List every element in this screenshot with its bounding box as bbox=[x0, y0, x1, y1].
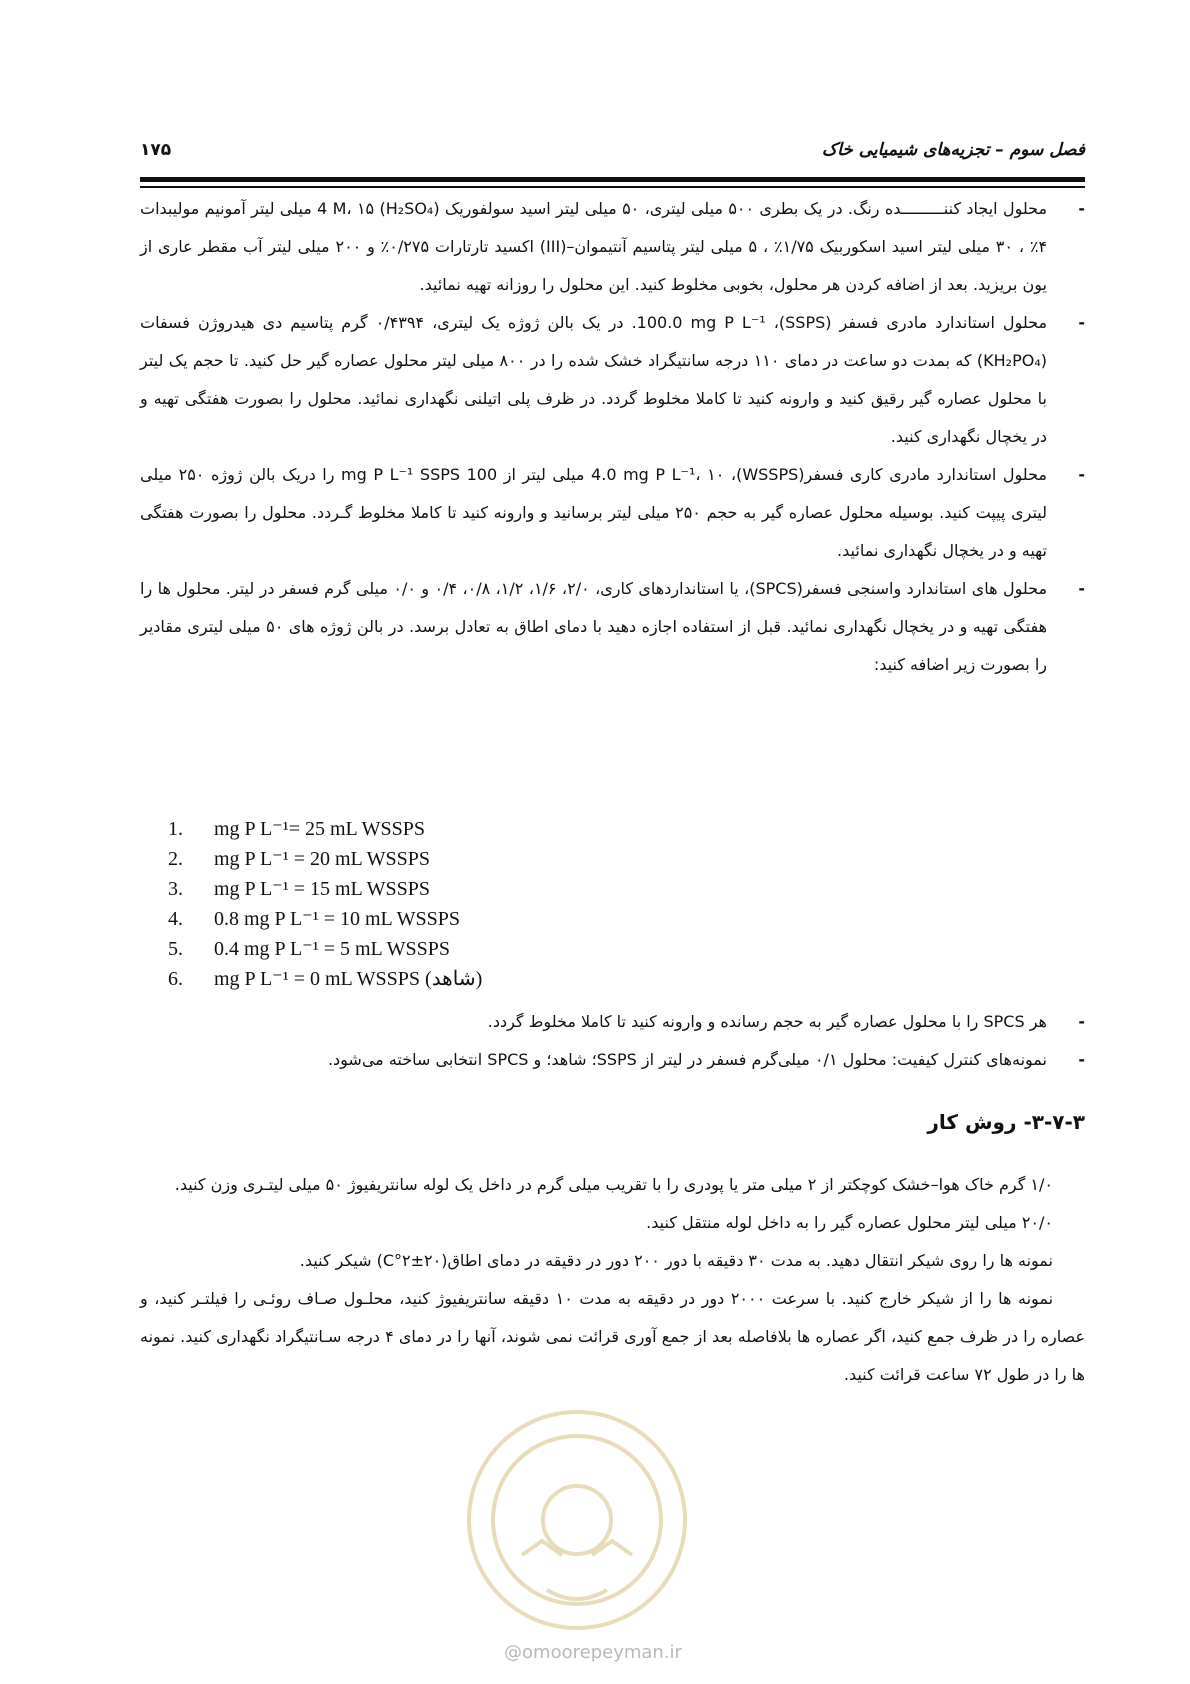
section-heading: ۳-۷-۳- روش کار bbox=[927, 1110, 1085, 1134]
procedure-paragraph: ۲۰/۰ میلی لیتر محلول عصاره گیر را به داخل لوله منتقل کنید. bbox=[646, 1213, 1053, 1232]
item-number: 4. bbox=[168, 908, 183, 930]
header-rule-thin bbox=[140, 186, 1085, 188]
reagent-item bbox=[140, 304, 1085, 456]
standards-list bbox=[168, 814, 482, 994]
note-item bbox=[140, 1041, 1085, 1079]
page-number: ۱۷۵ bbox=[140, 140, 172, 160]
standards-item bbox=[168, 844, 482, 874]
dash-marker: - bbox=[1078, 313, 1085, 332]
item-number: 1. bbox=[168, 818, 183, 840]
note-text: نمونه‌های کنترل کیفیت: محلول ۰/۱ میلی‌گرم فسفر در لیتر از SSPS؛ شاهد؛ و SPCS انتخابی ساخته می‌شود. bbox=[327, 1050, 1047, 1069]
reagent-list bbox=[140, 190, 1085, 684]
header-rule-thick bbox=[140, 177, 1085, 182]
reagent-text: محلول های استاندارد واسنجی فسفر(SPCS)، یا استانداردهای کاری، ۲/۰، ۱/۶، ۱/۲، ۰/۸، ۰/۴ و ۰/۰ میلی گرم فسفر در لیتر. محلول ها را هفتگی تهیه و در یخچال نگهداری نمائید. قبل از استفاده اجازه دهید با دمای اطاق به تعادل برسد. در بالن ژوژه های ۵۰ میلی لیتری مقادیر را بصورت زیر اضافه کنید: bbox=[140, 579, 1048, 674]
dash-marker: - bbox=[1078, 1012, 1085, 1031]
dash-marker: - bbox=[1078, 199, 1085, 218]
notes-list bbox=[140, 1003, 1085, 1079]
item-number: 6. bbox=[168, 968, 183, 990]
reagent-text: محلول استاندارد مادری فسفر (SSPS)، 100.0 mg P L⁻¹. در یک بالن ژوژه یک لیتری، ۰/۴۳۹۴ گرم پتاسیم دی هیدروژن فسفات (KH₂PO₄) که بمدت دو ساعت در دمای ۱۱۰ درجه سانتیگراد خشک شده را در ۸۰۰ میلی لیتر محلول عصاره گیر حل کنید. تا حجم یک لیتر با محلول عصاره گیر رقیق کنید و وارونه کنید تا کاملا مخلوط گردد. در ظرف پلی اتیلنی نگهداری نمائید. محلول را بصورت هفتگی تهیه و در یخچال نگهداری کنید. bbox=[140, 313, 1048, 446]
procedure-paragraph: نمونه ها را از شیکر خارج کنید. با سرعت ۲۰۰۰ دور در دقیقه به مدت ۱۰ دقیقه سانتریفیوژ کنید، محلـول صـاف روئـی را فیلتـر کنید، و عصاره را در ظرف جمع کنید، اگر عصاره ها بلافاصله بعد از جمع آوری قرائت نمی شوند، آنها را در دمای ۴ درجه سـانتیگراد نگهداری کنید. نمونه ها را در طول ۷۲ ساعت قرائت کنید. bbox=[140, 1289, 1086, 1384]
item-text: 0.8 mg P L⁻¹ = 10 mL WSSPS bbox=[214, 908, 461, 930]
item-number: 5. bbox=[168, 938, 183, 960]
chapter-title: فصل سوم – تجزیه‌های شیمیایی خاک bbox=[821, 140, 1085, 160]
reagent-text: محلول استاندارد مادری کاری فسفر(WSSPS)، 4.0 mg P L⁻¹، ۱۰ میلی لیتر از 100 mg P L⁻¹ SSPS را دریک بالن ژوژه ۲۵۰ میلی لیتری پیپت کنید. بوسیله محلول عصاره گیر به حجم ۲۵۰ میلی لیتر برسانید و وارونه کنید تا کاملا مخلوط گـردد. محلول را بصورت هفتگی تهیه و در یخچال نگهداری نمائید. bbox=[140, 465, 1047, 560]
procedure-paragraph: نمونه ها را روی شیکر انتقال دهید. به مدت ۳۰ دقیقه با دور ۲۰۰ دور در دقیقه در دمای اطاق(۲۰±۲°C) شیکر کنید. bbox=[299, 1251, 1053, 1270]
standards-item bbox=[168, 904, 482, 934]
standards-item bbox=[168, 964, 482, 994]
reagent-item bbox=[140, 456, 1085, 570]
standards-item bbox=[168, 934, 482, 964]
watermark-seal bbox=[462, 1405, 692, 1635]
item-text: mg P L⁻¹= 25 mL WSSPS bbox=[214, 818, 426, 840]
procedure-paragraph: ۱/۰ گرم خاک هوا–خشک کوچکتر از ۲ میلی متر یا پودری را با تقریب میلی گرم در داخل یک لوله سانتریفیوژ ۵۰ میلی لیتـری وزن کنید. bbox=[174, 1175, 1053, 1194]
note-text: هر SPCS را با محلول عصاره گیر به حجم رسانده و وارونه کنید تا کاملا مخلوط گردد. bbox=[487, 1012, 1047, 1031]
item-number: 3. bbox=[168, 878, 183, 900]
standards-item bbox=[168, 814, 482, 844]
watermark-url: @omoorepeyman.ir bbox=[504, 1642, 682, 1663]
dash-marker: - bbox=[1078, 1050, 1085, 1069]
item-text: mg P L⁻¹ = 0 mL WSSPS (شاهد) bbox=[214, 968, 483, 990]
standards-item bbox=[168, 874, 482, 904]
item-text: 0.4 mg P L⁻¹ = 5 mL WSSPS bbox=[214, 938, 451, 960]
dash-marker: - bbox=[1078, 579, 1085, 598]
item-text: mg P L⁻¹ = 15 mL WSSPS bbox=[214, 878, 431, 900]
reagent-item bbox=[140, 190, 1085, 304]
reagent-item bbox=[140, 570, 1085, 684]
reagent-text: محلول ایجاد کننـــــــــده رنگ. در یک بطری ۵۰۰ میلی لیتری، ۵۰ میلی لیتر اسید سولفوریک (H₂SO₄) 4 M، ۱۵ میلی لیتر آمونیم مولیبدات ۴٪ ، ۳۰ میلی لیتر اسید اسکوربیک ۱/۷۵٪ ، ۵ میلی لیتر پتاسیم آنتیموان–(III) اکسید تارتارات ۰/۲۷۵٪ و ۲۰۰ میلی لیتر آب مقطر عاری از یون بریزید. بعد از اضافه کردن هر محلول، بخوبی مخلوط کنید. این محلول را روزانه تهیه نمائید. bbox=[140, 199, 1048, 294]
note-item bbox=[140, 1003, 1085, 1041]
item-text: mg P L⁻¹ = 20 mL WSSPS bbox=[214, 848, 431, 870]
procedure-section bbox=[140, 1166, 1085, 1394]
item-number: 2. bbox=[168, 848, 183, 870]
dash-marker: - bbox=[1078, 465, 1085, 484]
